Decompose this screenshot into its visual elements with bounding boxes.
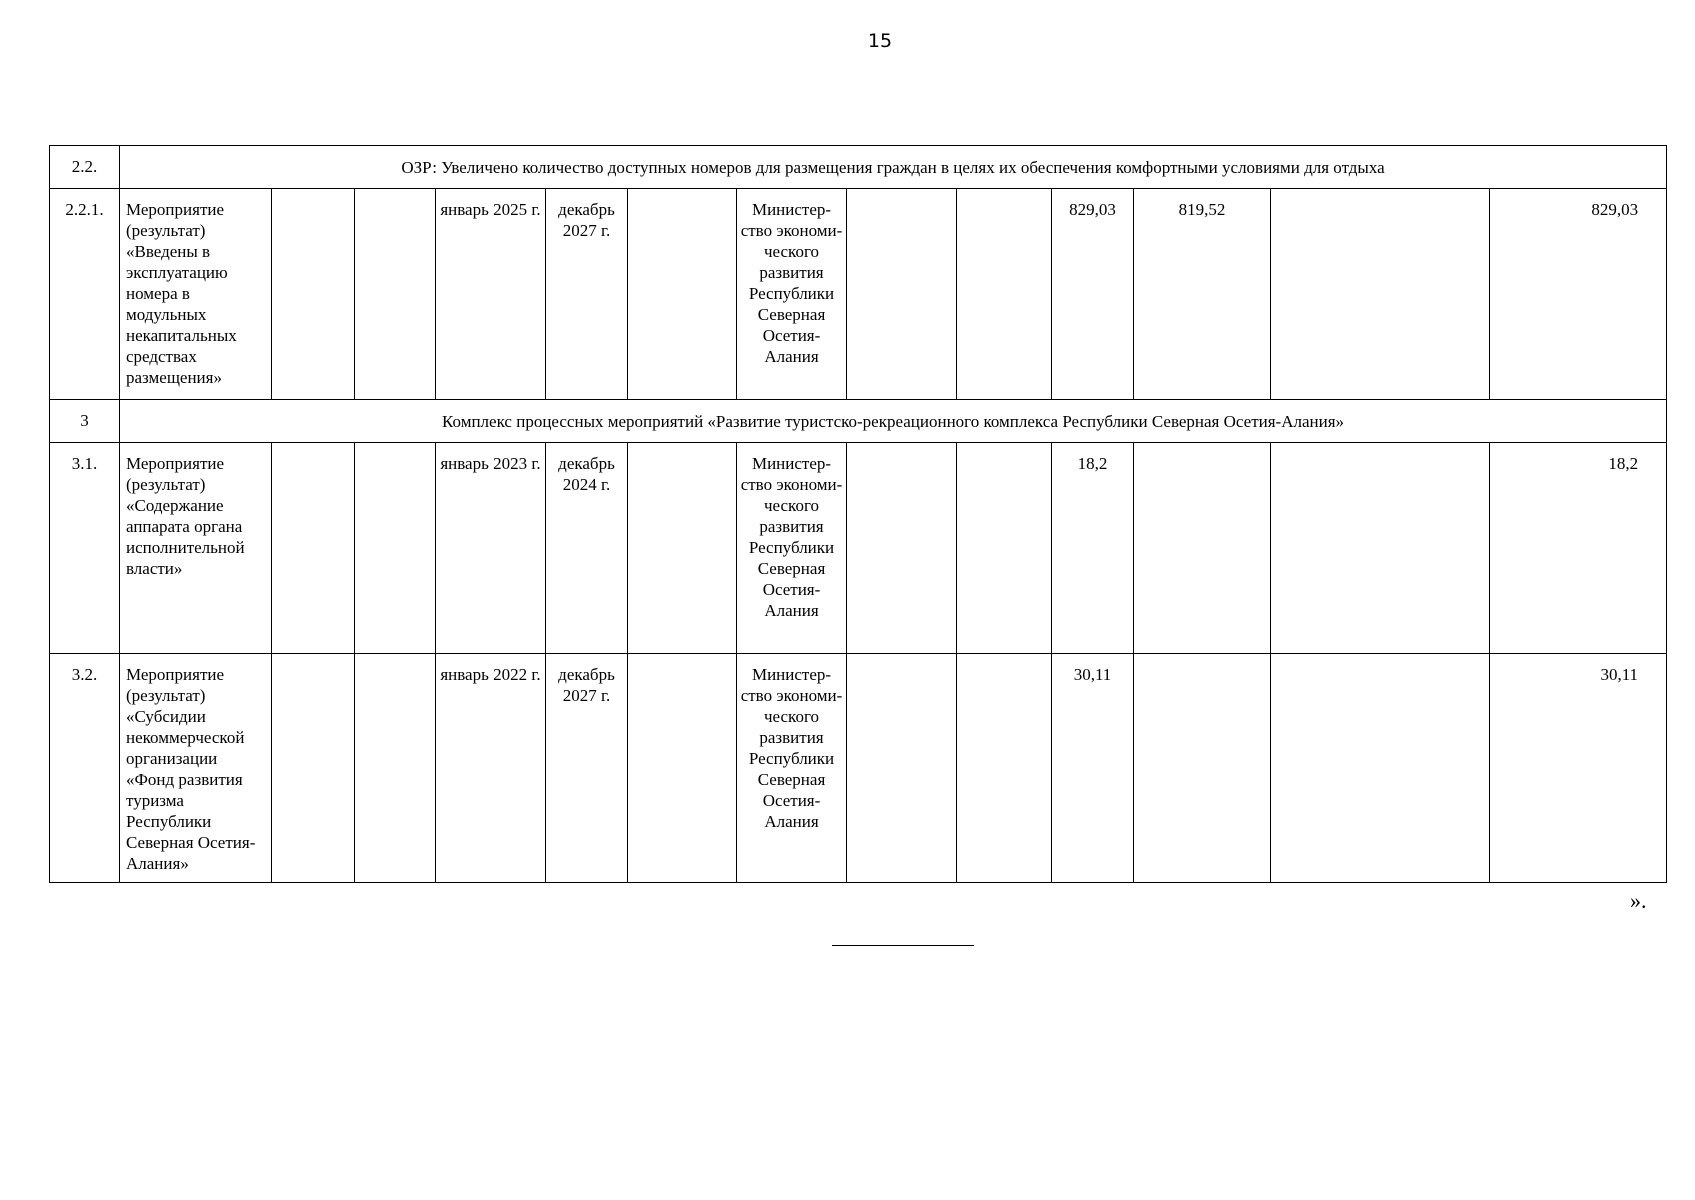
value-cell: 829,03 <box>1052 189 1134 400</box>
table-row-3-2 <box>50 654 1667 883</box>
empty-cell <box>1271 443 1490 654</box>
empty-cell <box>1271 654 1490 883</box>
page-number: 15 <box>867 30 893 52</box>
responsible-body: Министер-ство экономи-ческого развития Республики Северная Осетия-Алания <box>737 654 847 883</box>
empty-cell <box>957 654 1052 883</box>
empty-cell <box>355 654 436 883</box>
empty-cell <box>628 189 737 400</box>
total-cell: 18,2 <box>1490 443 1667 654</box>
measures-table <box>49 145 1667 883</box>
empty-cell <box>1134 654 1271 883</box>
start-date: январь 2025 г. <box>436 189 546 400</box>
empty-cell <box>957 189 1052 400</box>
measure-title: Мероприятие (результат) «Введены в эксплуатацию номера в модульных некапитальных средствах размещения» <box>120 189 272 400</box>
empty-cell <box>272 443 355 654</box>
end-rule <box>832 945 974 946</box>
section-row-2-2 <box>50 146 1667 189</box>
table-row-3-1 <box>50 443 1667 654</box>
row-number: 2.2.1. <box>50 189 120 400</box>
empty-cell <box>272 189 355 400</box>
table-row-2-2-1 <box>50 189 1667 400</box>
value-cell: 819,52 <box>1134 189 1271 400</box>
end-date: декабрь 2027 г. <box>546 654 628 883</box>
empty-cell <box>355 443 436 654</box>
row-number: 3.2. <box>50 654 120 883</box>
total-cell: 829,03 <box>1490 189 1667 400</box>
value-cell: 18,2 <box>1052 443 1134 654</box>
value-cell: 30,11 <box>1052 654 1134 883</box>
section-number: 3 <box>50 400 120 443</box>
end-date: декабрь 2027 г. <box>546 189 628 400</box>
empty-cell <box>847 654 957 883</box>
section-number: 2.2. <box>50 146 120 189</box>
empty-cell <box>957 443 1052 654</box>
row-number: 3.1. <box>50 443 120 654</box>
empty-cell <box>628 443 737 654</box>
empty-cell <box>1271 189 1490 400</box>
start-date: январь 2023 г. <box>436 443 546 654</box>
empty-cell <box>355 189 436 400</box>
empty-cell <box>847 443 957 654</box>
end-date: декабрь 2024 г. <box>546 443 628 654</box>
responsible-body: Министер-ство экономи-ческого развития Республики Северная Осетия-Алания <box>737 443 847 654</box>
section-title: ОЗР: Увеличено количество доступных номеров для размещения граждан в целях их обеспечения комфортными условиями для отдыха <box>120 146 1667 189</box>
total-cell: 30,11 <box>1490 654 1667 883</box>
section-title: Комплекс процессных мероприятий «Развитие туристско-рекреационного комплекса Республики Северная Осетия-Алания» <box>120 400 1667 443</box>
empty-cell <box>272 654 355 883</box>
empty-cell <box>628 654 737 883</box>
empty-cell <box>1134 443 1271 654</box>
responsible-body: Министер-ство экономи-ческого развития Республики Северная Осетия-Алания <box>737 189 847 400</box>
empty-cell <box>847 189 957 400</box>
section-row-3 <box>50 400 1667 443</box>
measure-title: Мероприятие (результат) «Содержание аппарата органа исполнительной власти» <box>120 443 272 654</box>
measure-title: Мероприятие (результат) «Субсидии некоммерческой организации «Фонд развития туризма Республики Северная Осетия-Алания» <box>120 654 272 883</box>
closing-quote: ». <box>1630 888 1647 913</box>
start-date: январь 2022 г. <box>436 654 546 883</box>
